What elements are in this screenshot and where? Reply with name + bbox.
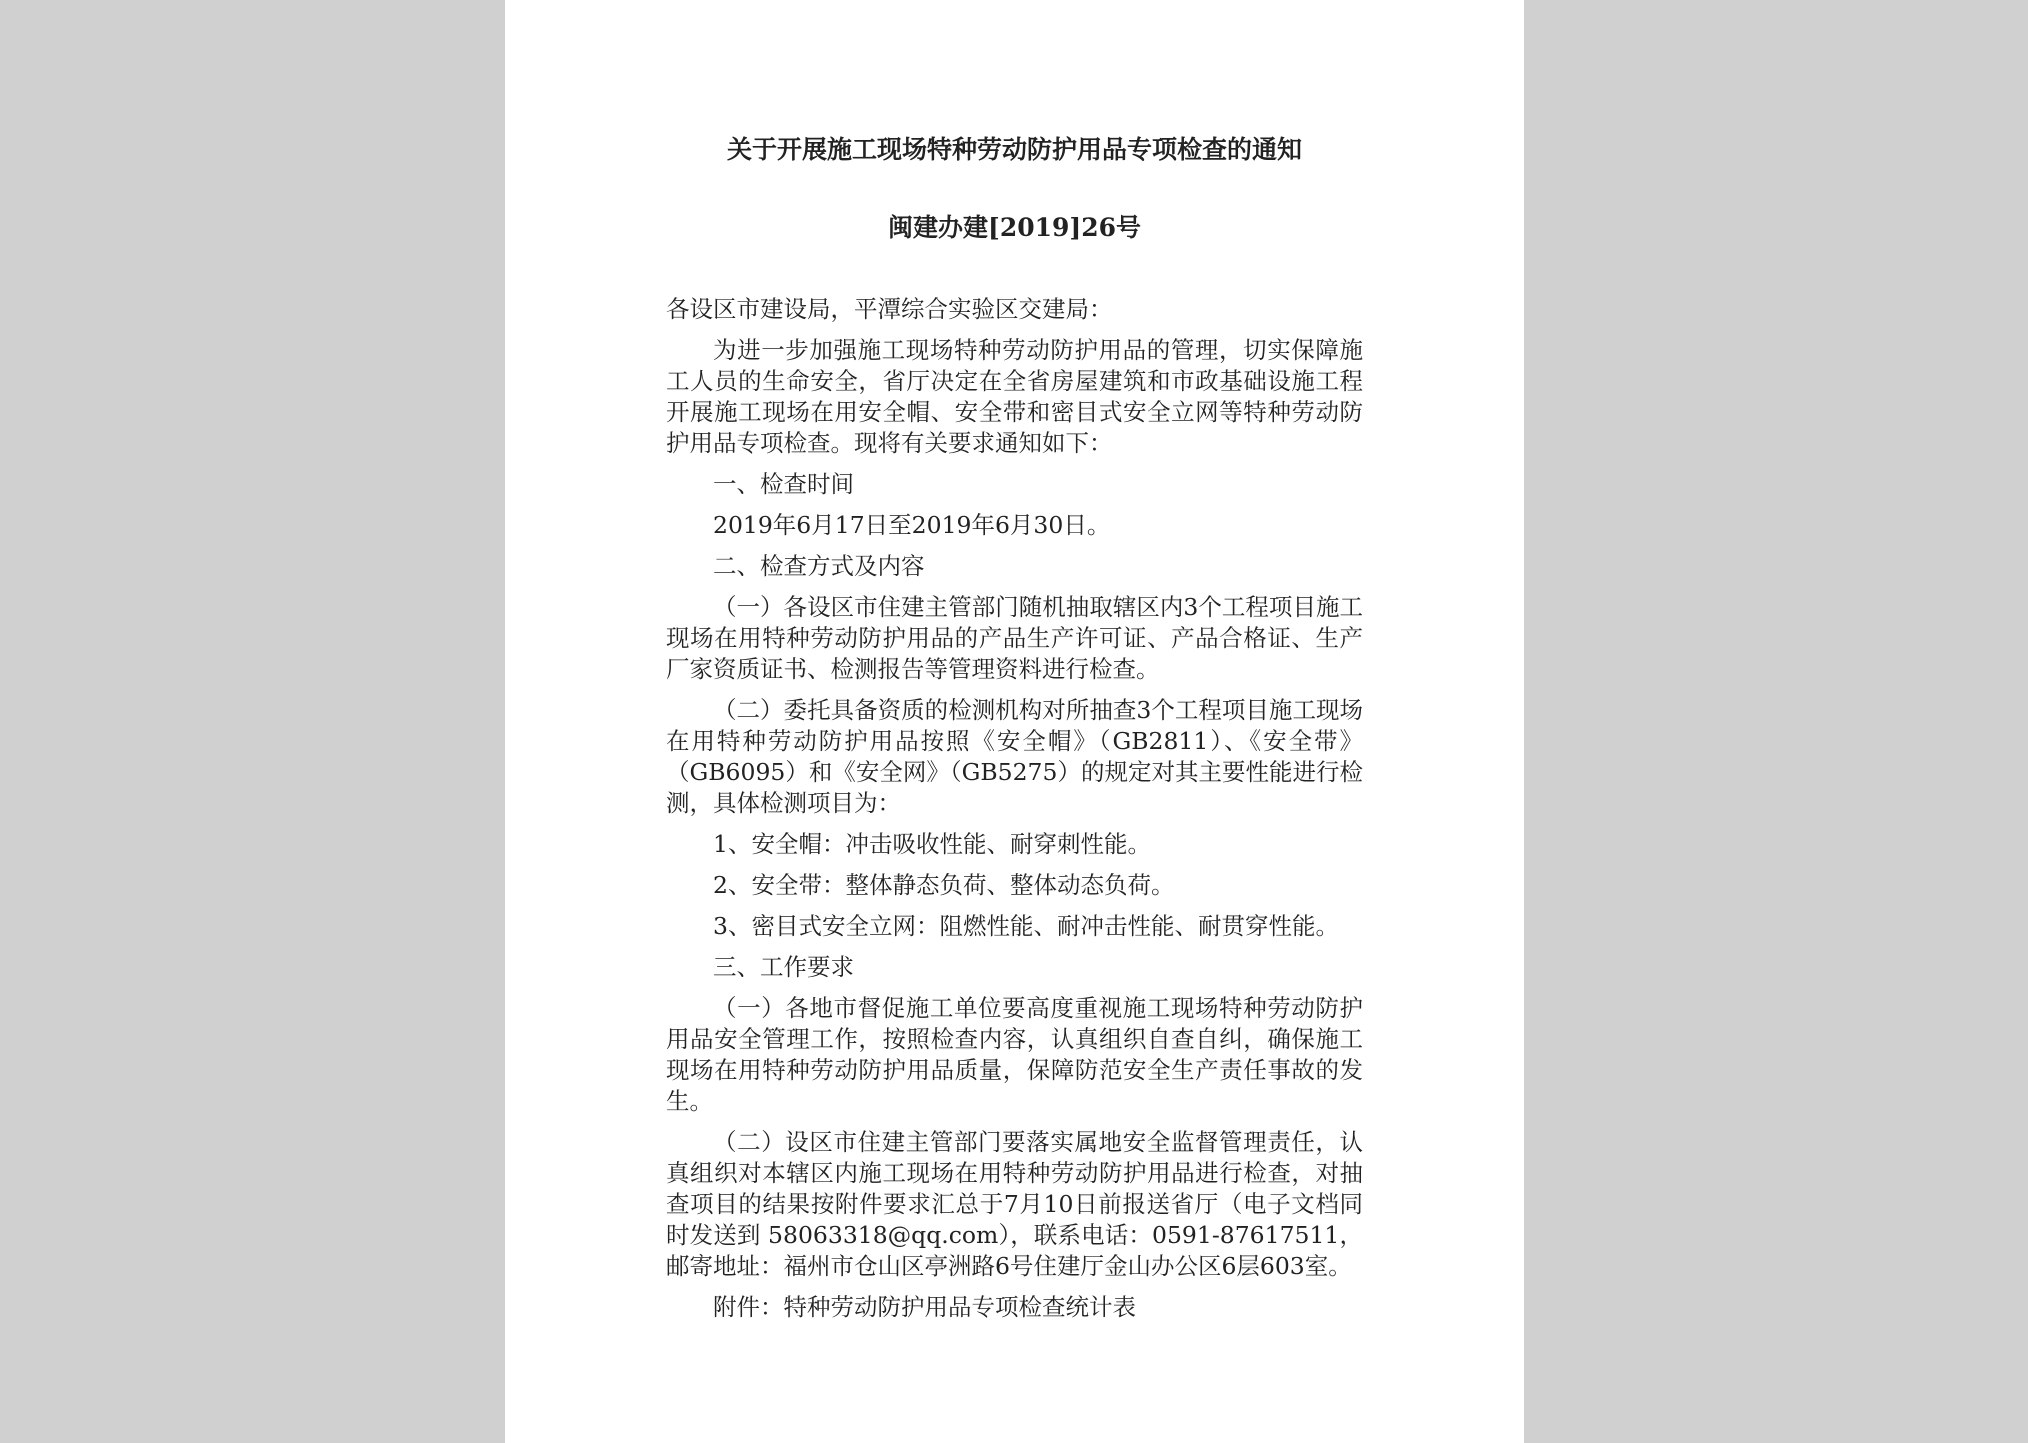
section-heading-work-requirements: 三、工作要求 — [713, 953, 854, 981]
requirement-item-2: （二）设区市住建主管部门要落实属地安全监督管理责任，认真组织对本辖区内施工现场在用特种劳动防护用品进行检查，对抽查项目的结果按附件要求汇总于7月10日前报送省厅（电子文档同时发送到 58063318@qq.com），联系电话：0591-87617511，邮寄地址：福州市仓山区亭洲路6号住建厅金山办公区6层603室。 — [666, 1128, 1363, 1280]
method-item-2: （二）委托具备资质的检测机构对所抽查3个工程项目施工现场在用特种劳动防护用品按照《安全帽》（GB2811）、《安全带》（GB6095）和《安全网》（GB5275）的规定对其主要性能进行检测，具体检测项目为： — [666, 696, 1363, 817]
test-item-safety-net: 3、密目式安全立网：阻燃性能、耐冲击性能、耐贯穿性能。 — [713, 912, 1339, 940]
section-heading-inspection-method: 二、检查方式及内容 — [713, 552, 925, 580]
attachment-line: 附件：特种劳动防护用品专项检查统计表 — [713, 1293, 1136, 1321]
document-title: 关于开展施工现场特种劳动防护用品专项检查的通知 — [726, 135, 1302, 164]
test-item-safety-belt: 2、安全带：整体静态负荷、整体动态负荷。 — [713, 871, 1175, 899]
requirement-item-1: （一）各地市督促施工单位要高度重视施工现场特种劳动防护用品安全管理工作，按照检查内容，认真组织自查自纠，确保施工现场在用特种劳动防护用品质量，保障防范安全生产责任事故的发生。 — [666, 994, 1363, 1115]
test-item-helmet: 1、安全帽：冲击吸收性能、耐穿刺性能。 — [713, 830, 1151, 858]
document-body — [666, 294, 1363, 1333]
method-item-1: （一）各设区市住建主管部门随机抽取辖区内3个工程项目施工现场在用特种劳动防护用品的产品生产许可证、产品合格证、生产厂家资质证书、检测报告等管理资料进行检查。 — [666, 593, 1363, 683]
inspection-date-range: 2019年6月17日至2019年6月30日。 — [713, 511, 1111, 539]
document-number: 闽建办建[2019]26号 — [887, 213, 1142, 242]
section-heading-inspection-time: 一、检查时间 — [713, 470, 854, 498]
salutation: 各设区市建设局，平潭综合实验区交建局： — [666, 295, 1113, 323]
intro-paragraph: 为进一步加强施工现场特种劳动防护用品的管理，切实保障施工人员的生命安全，省厅决定在全省房屋建筑和市政基础设施工程开展施工现场在用安全帽、安全带和密目式安全立网等特种劳动防护用品专项检查。现将有关要求通知如下： — [666, 336, 1363, 457]
document-page — [505, 0, 1524, 1443]
